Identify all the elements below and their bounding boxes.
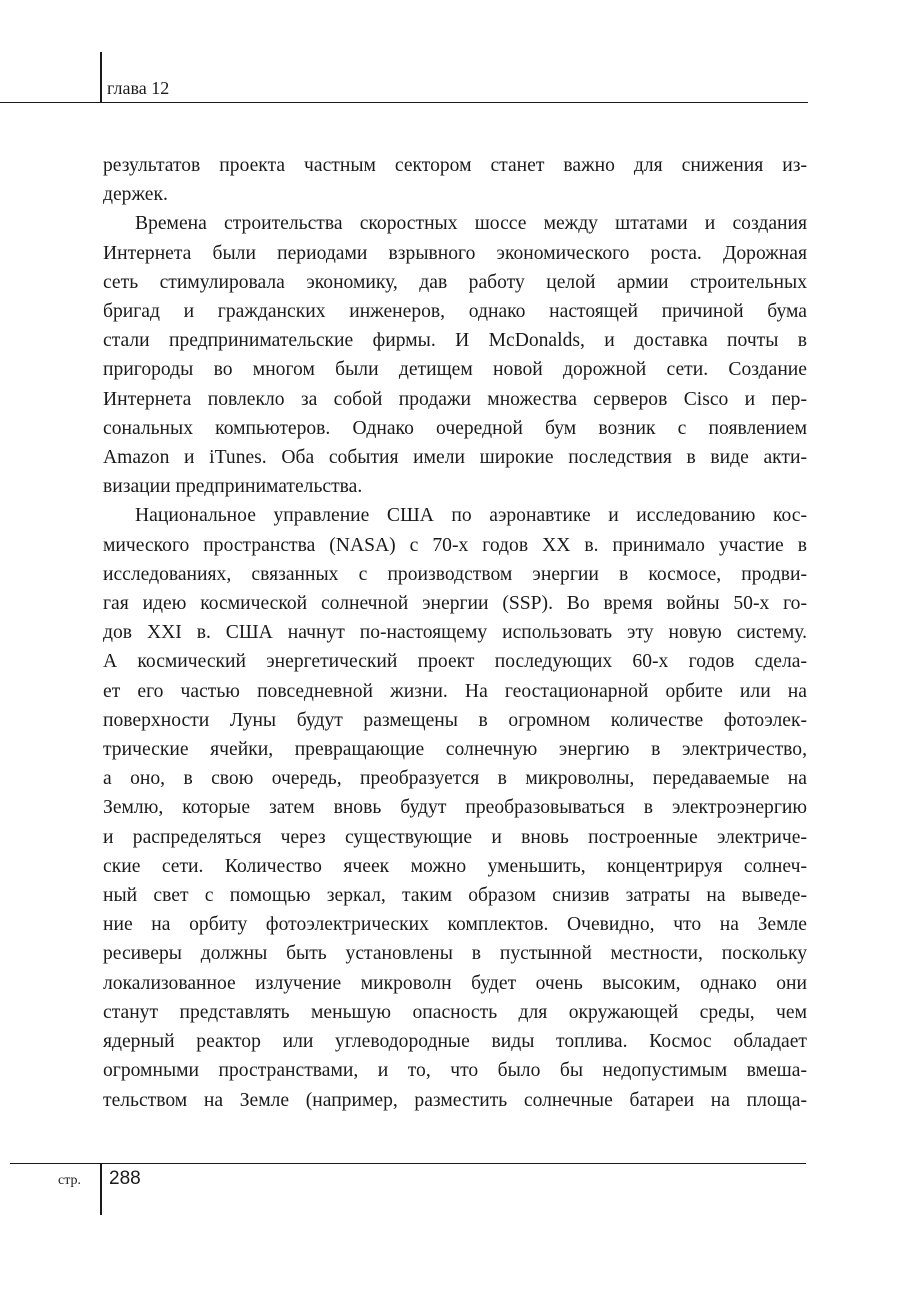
- text-line: сеть стимулировала экономику, дав работу целой армии строительных: [103, 271, 807, 293]
- text-line: сональных компьютеров. Однако очередной бум возник с появлением: [103, 417, 807, 439]
- page-number: 288: [109, 1168, 141, 1189]
- text-line: Интернета повлекло за собой продажи множества серверов Cisco и пер-: [103, 388, 807, 410]
- text-line: Времена строительства скоростных шоссе между штатами и создания: [135, 213, 807, 235]
- text-line: Землю, которые затем вновь будут преобразовываться в электроэнергию: [103, 797, 807, 819]
- text-line: гая идею космической солнечной энергии (SSP). Во время войны 50-х го-: [103, 593, 807, 615]
- text-line: станут представлять меньшую опасность для окружающей среды, чем: [103, 1001, 807, 1023]
- text-line: Интернета были периодами взрывного экономического роста. Дорожная: [103, 242, 807, 264]
- footer-vertical-rule: [100, 1163, 102, 1215]
- text-line: Национальное управление США по аэронавтике и исследованию кос-: [135, 505, 807, 527]
- text-line: поверхности Луны будут размещены в огромном количестве фотоэлек-: [103, 709, 807, 731]
- text-line: огромными пространствами, и то, что было бы недопустимым вмеша-: [103, 1060, 807, 1082]
- text-line: ние на орбиту фотоэлектрических комплектов. Очевидно, что на Земле: [103, 914, 807, 936]
- footer-horizontal-rule: [10, 1163, 806, 1164]
- text-line: держек.: [103, 184, 168, 206]
- chapter-heading: глава 12: [107, 78, 170, 98]
- text-line: визации предпринимательства.: [103, 476, 363, 498]
- header-horizontal-rule: [0, 102, 808, 103]
- text-line: локализованное излучение микроволн будет очень высоким, однако они: [103, 972, 807, 994]
- text-line: ресиверы должны быть установлены в пустынной местности, поскольку: [103, 943, 807, 965]
- text-line: ный свет с помощью зеркал, таким образом снизив затраты на выведе-: [103, 885, 807, 907]
- text-line: ет его частью повседневной жизни. На геостационарной орбите или на: [103, 680, 807, 702]
- header-vertical-rule: [100, 52, 102, 103]
- text-line: стали предпринимательские фирмы. И McDonalds, и доставка почты в: [103, 330, 807, 352]
- text-line: а оно, в свою очередь, преобразуется в микроволны, передаваемые на: [103, 768, 807, 790]
- text-line: бригад и гражданских инженеров, однако настоящей причиной бума: [103, 301, 807, 323]
- text-line: результатов проекта частным сектором станет важно для снижения из-: [103, 155, 807, 176]
- text-line: ские сети. Количество ячеек можно уменьшить, концентрируя солнеч-: [103, 855, 807, 877]
- text-line: А космический энергетический проект последующих 60-х годов сдела-: [103, 651, 807, 673]
- text-line: исследованиях, связанных с производством энергии в космосе, продви-: [103, 563, 807, 585]
- text-line: тельством на Земле (например, разместить солнечные батареи на площа-: [103, 1089, 807, 1111]
- body-text: [103, 151, 807, 1115]
- page-label: стр.: [58, 1173, 82, 1188]
- text-line: пригороды во многом были детищем новой дорожной сети. Создание: [103, 359, 807, 381]
- text-line: мического пространства (NASA) с 70-х годов XX в. принимало участие в: [103, 534, 807, 556]
- text-line: Amazon и iTunes. Оба события имели широкие последствия в виде акти-: [103, 447, 807, 469]
- text-line: и распределяться через существующие и вновь построенные электриче-: [103, 826, 807, 848]
- text-line: дов XXI в. США начнут по-настоящему использовать эту новую систему.: [103, 622, 807, 644]
- text-line: трические ячейки, превращающие солнечную энергию в электричество,: [103, 739, 807, 761]
- text-line: ядерный реактор или углеводородные виды топлива. Космос обладает: [103, 1031, 807, 1053]
